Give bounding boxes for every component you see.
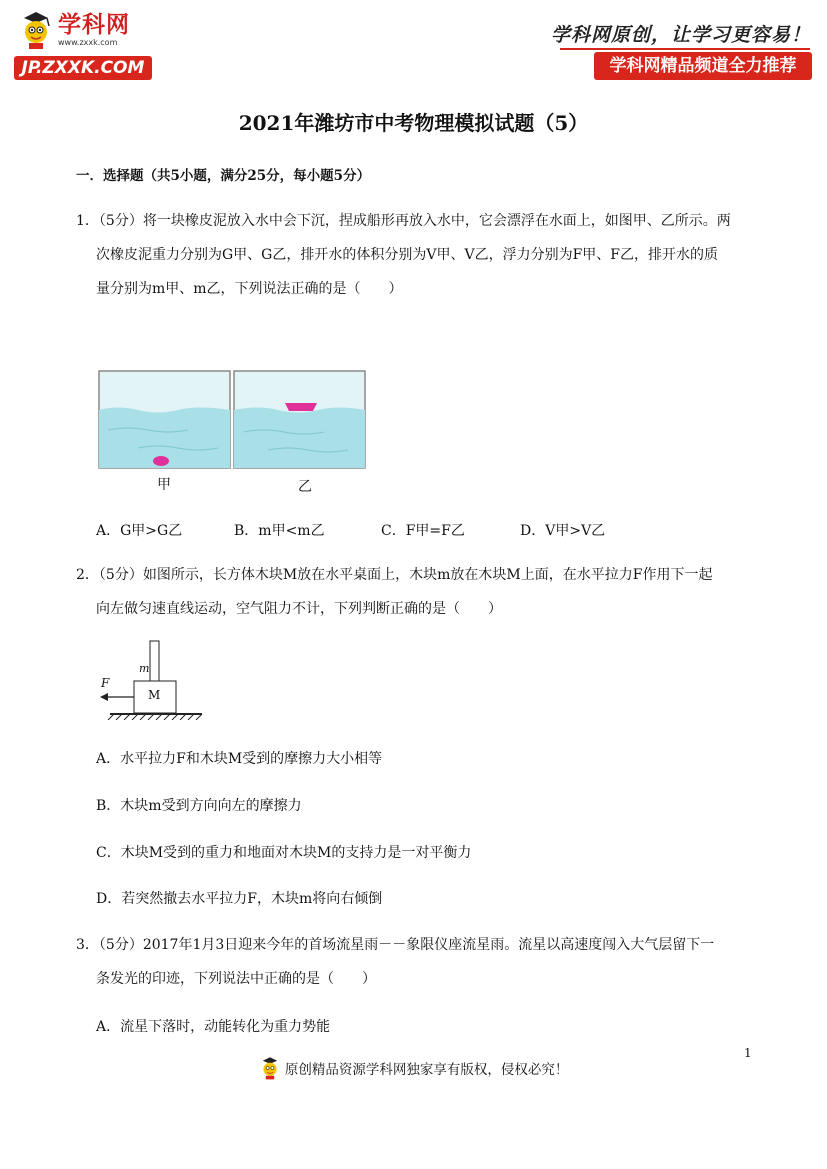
footer bbox=[0, 1056, 827, 1080]
q1-figure bbox=[98, 370, 368, 470]
site-badge[interactable]: JP.ZXXK.COM bbox=[14, 56, 152, 80]
question-1-line-2: 次橡皮泥重力分别为G甲、G乙，排开水的体积分别为V甲、V乙，浮力分别为F甲、F乙，排开水的质 bbox=[96, 247, 719, 263]
q1-option-a[interactable]: A．G甲>G乙 bbox=[96, 523, 183, 539]
figure-label-yi: 乙 bbox=[298, 479, 312, 495]
question-1 bbox=[76, 204, 756, 306]
question-1-line-1: 1．（5分）将一块橡皮泥放入水中会下沉，捏成船形再放入水中，它会漂浮在水面上，如图甲、乙所示。两 bbox=[76, 213, 731, 229]
brand-url[interactable]: www.zxxk.com bbox=[58, 38, 118, 47]
question-3-line-1: 3．（5分）2017年1月3日迎来今年的首场流星雨－－象限仪座流星雨。流星以高速度闯入大气层留下一 bbox=[76, 937, 715, 953]
brand-name: 学科网 bbox=[58, 12, 130, 38]
mascot-footer-icon bbox=[259, 1056, 281, 1080]
figure-label-jia: 甲 bbox=[157, 477, 171, 493]
q1-option-c[interactable]: C．F甲=F乙 bbox=[381, 523, 465, 539]
question-3 bbox=[76, 928, 756, 996]
label-big-m: M bbox=[148, 688, 161, 702]
figure-panel-left bbox=[99, 371, 230, 468]
label-small-m: m bbox=[139, 662, 150, 675]
q1-option-d[interactable]: D．V甲>V乙 bbox=[520, 523, 606, 539]
q3-option-a[interactable]: A．流星下落时，动能转化为重力势能 bbox=[96, 1019, 331, 1035]
q2-option-a[interactable]: A．水平拉力F和木块M受到的摩擦力大小相等 bbox=[96, 751, 383, 767]
label-force-f: F bbox=[101, 676, 110, 690]
question-2-line-1: 2．（5分）如图所示，长方体木块M放在水平桌面上，木块m放在木块M上面，在水平拉力F作用下一起 bbox=[76, 567, 713, 583]
q2-figure bbox=[96, 638, 206, 720]
page-number: 1 bbox=[744, 1046, 752, 1060]
clay-ball-icon bbox=[153, 456, 169, 466]
q2-option-d[interactable]: D．若突然撤去水平拉力F，木块m将向右倾倒 bbox=[96, 891, 383, 907]
figure-panel-right bbox=[234, 371, 365, 468]
mascot-logo-icon bbox=[18, 10, 54, 50]
slogan-divider bbox=[560, 48, 810, 50]
copyright-notice: 原创精品资源学科网独家享有版权，侵权必究！ bbox=[284, 1062, 569, 1078]
q2-option-b[interactable]: B．木块m受到方向向左的摩擦力 bbox=[96, 798, 302, 814]
page-title: 2021年潍坊市中考物理模拟试题（5） bbox=[238, 111, 589, 135]
question-1-line-3: 量分别为m甲、m乙，下列说法正确的是（ ） bbox=[96, 281, 403, 297]
recommend-banner: 学科网精品频道全力推荐 bbox=[594, 52, 812, 80]
small-block-m bbox=[150, 641, 159, 681]
question-2 bbox=[76, 558, 756, 626]
question-2-line-2: 向左做匀速直线运动，空气阻力不计，下列判断正确的是（ ） bbox=[96, 601, 502, 617]
section-heading: 一．选择题（共5小题，满分25分，每小题5分） bbox=[76, 168, 371, 184]
q1-option-b[interactable]: B．m甲<m乙 bbox=[234, 523, 325, 539]
clay-boat-icon bbox=[285, 403, 317, 411]
slogan: 学科网原创，让学习更容易！ bbox=[550, 24, 811, 46]
question-3-line-2: 条发光的印迹，下列说法中正确的是（ ） bbox=[96, 971, 376, 987]
q2-option-c[interactable]: C．木块M受到的重力和地面对木块M的支持力是一对平衡力 bbox=[96, 845, 472, 861]
